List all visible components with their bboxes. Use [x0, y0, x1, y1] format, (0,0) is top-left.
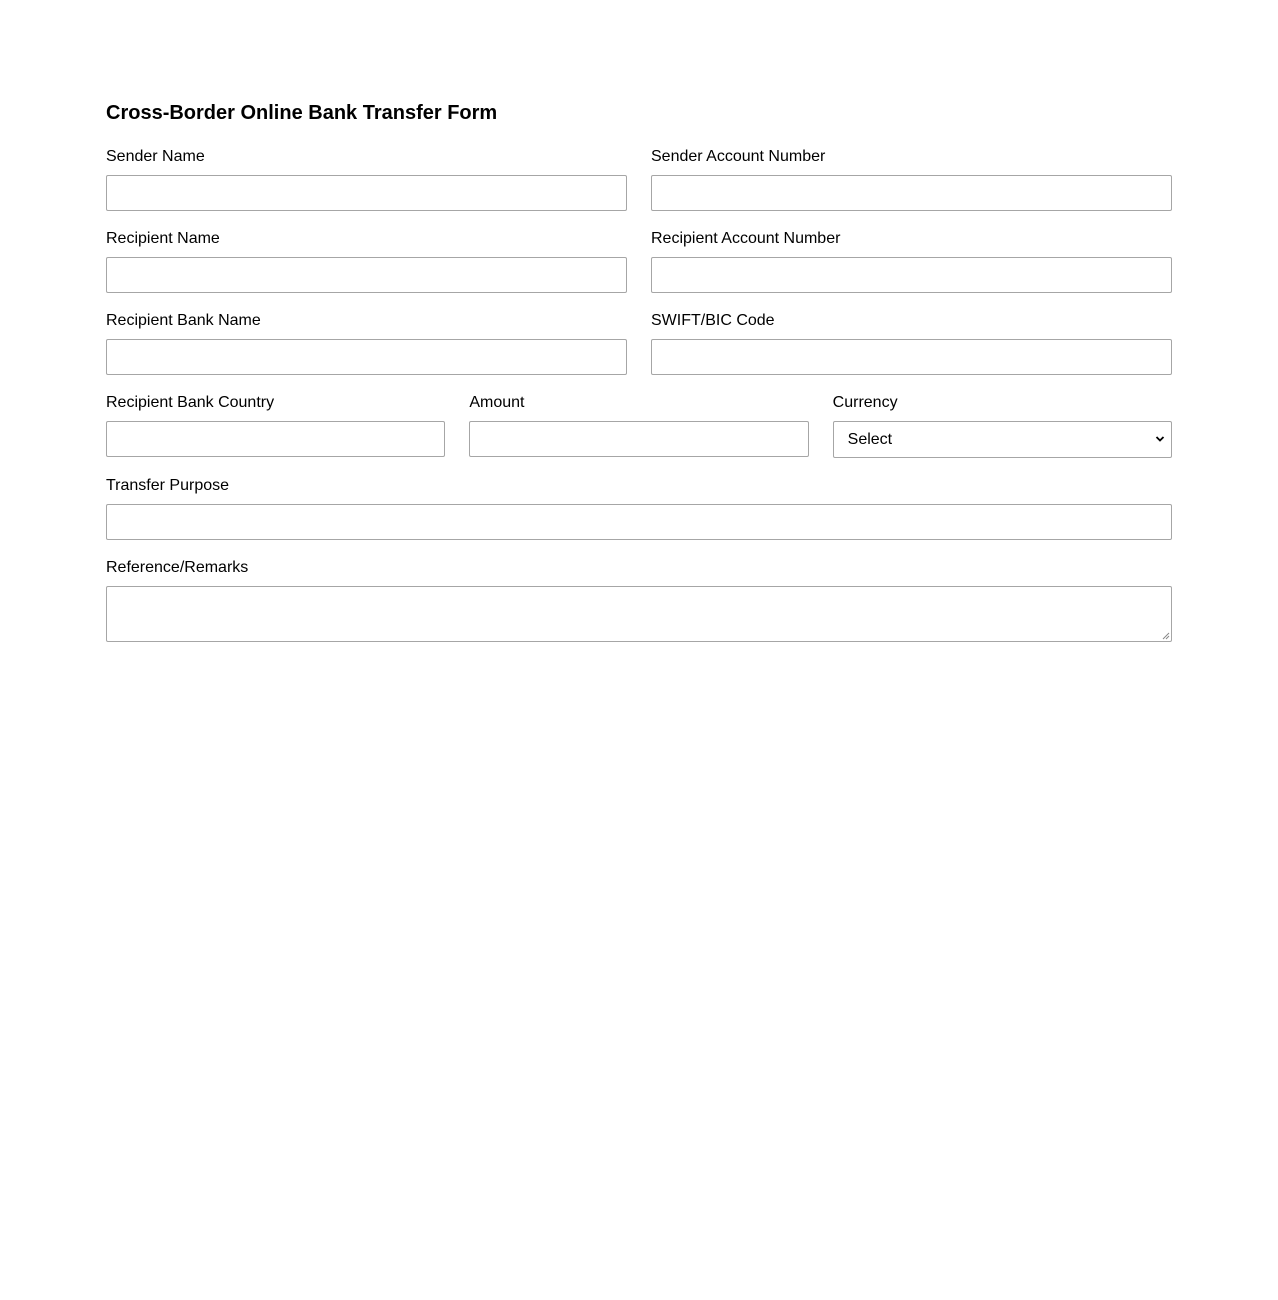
form-row-recipient [106, 230, 1172, 293]
sender-account-number-group [651, 148, 1172, 211]
recipient-name-label: Recipient Name [106, 230, 220, 247]
form-row-remarks [106, 559, 1172, 642]
currency-select[interactable] [833, 421, 1172, 458]
recipient-bank-country-label: Recipient Bank Country [106, 394, 275, 411]
recipient-bank-country-group [106, 394, 445, 458]
amount-input[interactable] [469, 421, 808, 457]
swift-bic-code-label: SWIFT/BIC Code [651, 312, 775, 329]
transfer-purpose-label: Transfer Purpose [106, 477, 230, 494]
swift-bic-code-group [651, 312, 1172, 375]
recipient-bank-name-group [106, 312, 627, 375]
transfer-purpose-group [106, 477, 1172, 540]
chevron-down-icon [1155, 434, 1165, 444]
recipient-bank-name-input[interactable] [106, 339, 627, 375]
form-row-sender [106, 148, 1172, 211]
recipient-bank-country-input[interactable] [106, 421, 445, 457]
sender-name-input[interactable] [106, 175, 627, 211]
recipient-account-number-label: Recipient Account Number [651, 230, 841, 247]
amount-label: Amount [469, 394, 525, 411]
recipient-account-number-group [651, 230, 1172, 293]
resize-grip-icon[interactable] [1162, 632, 1170, 640]
currency-label: Currency [832, 394, 898, 411]
form-title: Cross-Border Online Bank Transfer Form [106, 102, 498, 124]
sender-account-number-label: Sender Account Number [651, 148, 826, 165]
bank-transfer-form [106, 100, 1172, 642]
recipient-account-number-input[interactable] [651, 257, 1172, 293]
transfer-purpose-input[interactable] [106, 504, 1172, 540]
sender-name-group [106, 148, 627, 211]
reference-remarks-label: Reference/Remarks [106, 559, 249, 576]
amount-group [469, 394, 808, 458]
form-row-purpose [106, 477, 1172, 540]
recipient-name-input[interactable] [106, 257, 627, 293]
form-row-amount [106, 394, 1172, 458]
sender-name-label: Sender Name [106, 148, 205, 165]
reference-remarks-textarea[interactable] [106, 586, 1172, 642]
sender-account-number-input[interactable] [651, 175, 1172, 211]
swift-bic-code-input[interactable] [651, 339, 1172, 375]
recipient-name-group [106, 230, 627, 293]
currency-group [833, 394, 1172, 458]
form-row-bank [106, 312, 1172, 375]
reference-remarks-group [106, 559, 1172, 642]
currency-selected-value: Select [847, 430, 893, 448]
recipient-bank-name-label: Recipient Bank Name [106, 312, 261, 329]
